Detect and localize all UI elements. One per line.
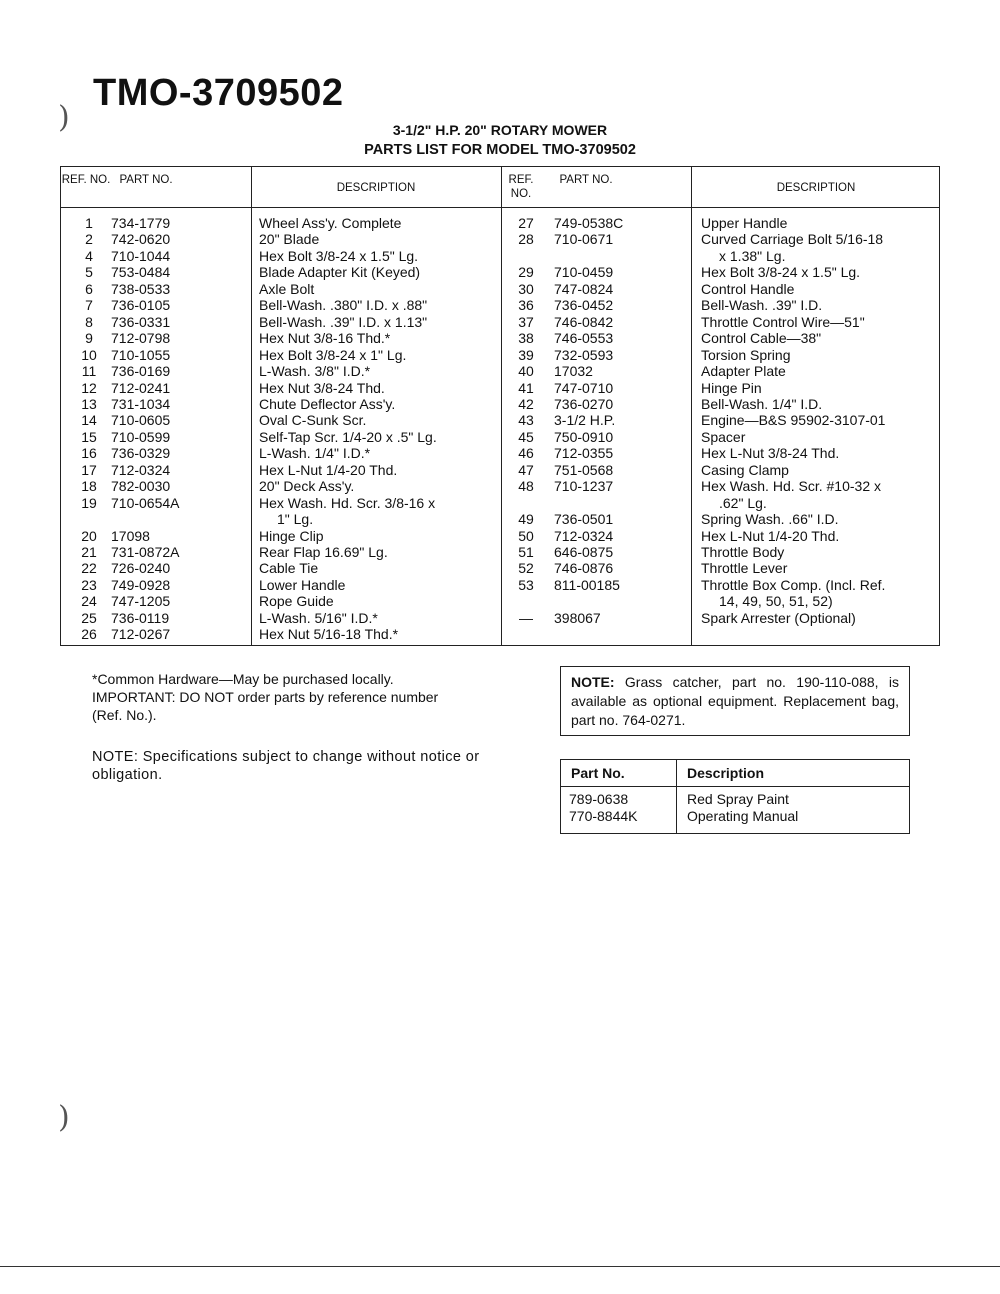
table-row [61,363,941,380]
description-cell: L-Wash. 1/4" I.D.* [259,445,371,462]
page-title: TMO-3709502 [93,72,344,114]
description-cell: 1" Lg. [277,511,314,528]
scan-bracket-mark: ) [58,1100,70,1135]
table-row [61,231,941,248]
description-cell: Blade Adapter Kit (Keyed) [259,264,421,281]
description-cell: Bell-Wash. .380" I.D. x .88" [259,297,428,314]
part-no-cell: 710-0671 [554,231,614,248]
table-row [61,412,941,429]
table-row [61,396,941,413]
ref-no-cell: 24 [81,593,97,610]
description-cell: Rear Flap 16.69" Lg. [259,544,388,560]
description-cell: Hex Nut 3/8-24 Thd. [259,379,385,396]
part-no-cell: 710-1237 [554,478,614,495]
ref-no-cell: 52 [518,560,534,577]
ref-no-cell: 12 [81,379,97,396]
common-hardware-note: *Common Hardware—May be purchased locally. IMPORTANT: DO NOT order parts by reference number (Ref. No.). [92,671,439,723]
part-no-cell: 712-0324 [554,527,614,544]
part-no-cell: 751-0568 [554,461,614,478]
part-no-cell: 749-0538C [554,215,624,231]
description-cell: Adapter Plate [701,363,786,380]
part-no-cell: 811-00185 [554,576,620,593]
part-no-cell: 712-0324 [111,461,171,478]
ref-no-cell: 6 [85,280,93,297]
ref-no-cell: 37 [518,313,534,330]
part-no-cell: 746-0553 [554,330,614,347]
ref-no-cell: 21 [81,544,97,560]
description-cell: Hex Nut 5/16-18 Thd.* [259,626,399,643]
ref-no-cell: — [519,609,533,626]
ref-no-cell: 17 [81,461,97,478]
ref-no-cell: 13 [81,395,97,412]
table-row [61,347,941,364]
header-ref-no-right: REF. NO. [508,174,534,200]
part-no-cell: 736-0119 [111,609,170,626]
table-row [61,248,941,265]
part-no-cell: 782-0030 [111,478,171,495]
ref-no-cell: 43 [518,412,534,429]
table-row [61,380,941,397]
table-row [61,577,941,594]
ref-no-cell: 50 [518,527,534,544]
description-cell: Torsion Spring [701,346,791,363]
description-cell: Hinge Pin [701,379,762,396]
table-row [61,511,941,528]
part-no-cell: 646-0875 [554,544,614,560]
ref-no-cell: 8 [85,313,93,330]
table-row [61,478,941,495]
part-no-cell: 712-0355 [554,445,614,462]
description-cell: Curved Carriage Bolt 5/16-18 [701,231,884,248]
ref-no-cell: 40 [518,363,534,380]
description-cell: L-Wash. 5/16" I.D.* [259,609,378,626]
ref-no-cell: 25 [81,609,97,626]
part-no-cell: 731-0872A [111,544,180,560]
ref-no-cell: 19 [81,494,97,511]
ref-no-cell: 5 [85,264,93,281]
table-row [61,330,941,347]
ref-no-cell: 23 [81,576,97,593]
table-row [61,281,941,298]
extra-header-description: Description [687,765,765,781]
description-cell: Bell-Wash. .39" I.D. [701,297,823,314]
description-cell: L-Wash. 3/8" I.D.* [259,363,371,380]
parts-list-table [60,166,940,646]
ref-no-cell: 10 [81,346,97,363]
extra-row-part: 789-0638 [569,791,629,807]
table-row [61,264,941,281]
ref-no-cell: 7 [85,297,93,314]
table-row [61,215,941,232]
description-cell: Spark Arrester (Optional) [701,609,856,626]
table-row [61,626,941,643]
part-no-cell: 738-0533 [111,280,171,297]
ref-no-cell: 38 [518,330,534,347]
table-row [61,445,941,462]
header-description-right: DESCRIPTION [776,182,856,194]
description-cell: 14, 49, 50, 51, 52) [719,593,833,610]
table-row [61,297,941,314]
ref-no-cell: 39 [518,346,534,363]
ref-no-cell: 51 [518,544,534,560]
part-no-cell: 747-0824 [554,280,614,297]
header-ref-no: REF. NO. [61,174,111,186]
part-no-cell: 710-0605 [111,412,171,429]
part-no-cell: 736-0105 [111,297,171,314]
part-no-cell: 731-1034 [111,395,171,412]
description-cell: Rope Guide [259,593,334,610]
grass-note-text: Grass catcher, part no. 190-110-088, is available as optional equipment. Replacement bag, part no. 764-0271. [571,674,899,728]
part-no-cell: 398067 [554,609,601,626]
table-row [61,528,941,545]
table-row [61,462,941,479]
ref-no-cell: 1 [85,215,93,231]
ref-no-cell: 16 [81,445,97,462]
description-cell: Casing Clamp [701,461,789,478]
part-no-cell: 736-0169 [111,363,171,380]
description-cell: Hex L-Nut 1/4-20 Thd. [701,527,840,544]
ref-no-cell: 15 [81,428,97,445]
description-cell: Hex Wash. Hd. Scr. 3/8-16 x [259,494,436,511]
description-cell: Engine—B&S 95902-3107-01 [701,412,886,429]
part-no-cell: 736-0452 [554,297,614,314]
description-cell: 20" Blade [259,231,320,248]
header-part-no-right: PART NO. [559,174,613,186]
part-no-cell: 753-0484 [111,264,171,281]
ref-no-cell: 48 [518,478,534,495]
part-no-cell: 17098 [111,527,150,544]
bottom-rule [0,1266,1000,1267]
description-cell: Bell-Wash. 1/4" I.D. [701,395,823,412]
table-row [61,314,941,331]
ref-no-cell: 36 [518,297,534,314]
ref-no-cell: 20 [81,527,97,544]
description-cell: Hex Bolt 3/8-24 x 1" Lg. [259,346,407,363]
description-cell: Throttle Lever [701,560,788,577]
part-no-cell: 736-0501 [554,511,614,528]
part-no-cell: 734-1779 [111,215,171,231]
ref-no-cell: 2 [85,231,93,248]
description-cell: Spring Wash. .66" I.D. [701,511,839,528]
description-cell: x 1.38" Lg. [719,247,786,264]
extra-header-part-no: Part No. [571,765,625,781]
part-no-cell: 747-1205 [111,593,171,610]
part-no-cell: 749-0928 [111,576,171,593]
ref-no-cell: 29 [518,264,534,281]
part-no-cell: 710-1055 [111,346,171,363]
header-part-no: PART NO. [119,174,173,186]
subtitle-mower: 3-1/2" H.P. 20" ROTARY MOWER [392,122,608,138]
table-row [61,560,941,577]
description-cell: Lower Handle [259,576,346,593]
ref-no-cell: 14 [81,412,97,429]
extra-row-desc: Operating Manual [687,808,799,824]
part-no-cell: 736-0331 [111,313,171,330]
part-no-cell: 726-0240 [111,560,171,577]
description-cell: Control Handle [701,280,795,297]
description-cell: Chute Deflector Ass'y. [259,395,396,412]
specifications-note: NOTE: Specifications subject to change without notice or obligation. [92,749,480,783]
part-no-cell: 710-0654A [111,494,180,511]
description-cell: Throttle Control Wire—51" [701,313,865,330]
description-cell: Throttle Box Comp. (Incl. Ref. [701,576,886,593]
ref-no-cell: 49 [518,511,534,528]
part-no-cell: 710-0599 [111,428,171,445]
ref-no-cell: 42 [518,395,534,412]
ref-no-cell: 27 [518,215,534,231]
extra-parts-table [560,759,910,834]
part-no-cell: 732-0593 [554,346,614,363]
description-cell: Wheel Ass'y. Complete [259,215,402,231]
part-no-cell: 736-0329 [111,445,171,462]
ref-no-cell: 53 [518,576,534,593]
description-cell: Bell-Wash. .39" I.D. x 1.13" [259,313,428,330]
extra-row-part: 770-8844K [569,808,638,824]
grass-note-label: NOTE: [571,674,615,690]
description-cell: Spacer [701,428,746,445]
ref-no-cell: 26 [81,626,97,643]
ref-no-cell: 11 [81,363,97,380]
scan-bracket-mark: ) [58,100,70,135]
description-cell: Hex L-Nut 1/4-20 Thd. [259,461,398,478]
ref-no-cell: 41 [518,379,534,396]
ref-no-cell: 9 [85,330,93,347]
part-no-cell: 712-0267 [111,626,171,643]
description-cell: Hex Nut 3/8-16 Thd.* [259,330,391,347]
ref-no-cell: 47 [518,461,534,478]
description-cell: Throttle Body [701,544,785,560]
description-cell: Oval C-Sunk Scr. [259,412,367,429]
description-cell: Hex Wash. Hd. Scr. #10-32 x [701,478,881,495]
part-no-cell: 736-0270 [554,395,614,412]
part-no-cell: 712-0798 [111,330,171,347]
part-no-cell: 712-0241 [111,379,171,396]
part-no-cell: 747-0710 [554,379,614,396]
ref-no-cell: 4 [85,247,93,264]
part-no-cell: 710-1044 [111,247,171,264]
part-no-cell: 746-0842 [554,313,614,330]
description-cell: 20" Deck Ass'y. [259,478,355,495]
description-cell: Upper Handle [701,215,788,231]
part-no-cell: 17032 [554,363,593,380]
description-cell: Axle Bolt [259,280,315,297]
description-cell: Hex L-Nut 3/8-24 Thd. [701,445,840,462]
table-row [61,495,941,512]
ref-no-cell: 30 [518,280,534,297]
ref-no-cell: 22 [81,560,97,577]
part-no-cell: 742-0620 [111,231,171,248]
table-row [61,593,941,610]
part-no-cell: 750-0910 [554,428,614,445]
grass-catcher-note [560,666,910,736]
part-no-cell: 3-1/2 H.P. [554,412,616,429]
ref-no-cell: 45 [518,428,534,445]
description-cell: Hinge Clip [259,527,324,544]
extra-table-header [561,760,909,787]
extra-row-desc: Red Spray Paint [687,791,789,807]
part-no-cell: 710-0459 [554,264,614,281]
table-row [61,429,941,446]
table-row [61,610,941,627]
description-cell: Self-Tap Scr. 1/4-20 x .5" Lg. [259,428,437,445]
ref-no-cell: 28 [518,231,534,248]
subtitle-parts-list: PARTS LIST FOR MODEL TMO-3709502 [364,142,636,158]
ref-no-cell: 18 [81,478,97,495]
header-description: DESCRIPTION [336,182,416,194]
description-cell: Cable Tie [259,560,319,577]
part-no-cell: 746-0876 [554,560,614,577]
description-cell: .62" Lg. [719,494,767,511]
description-cell: Hex Bolt 3/8-24 x 1.5" Lg. [701,264,861,281]
description-cell: Control Cable—38" [701,330,822,347]
table-row [61,544,941,561]
description-cell: Hex Bolt 3/8-24 x 1.5" Lg. [259,247,419,264]
ref-no-cell: 46 [518,445,534,462]
